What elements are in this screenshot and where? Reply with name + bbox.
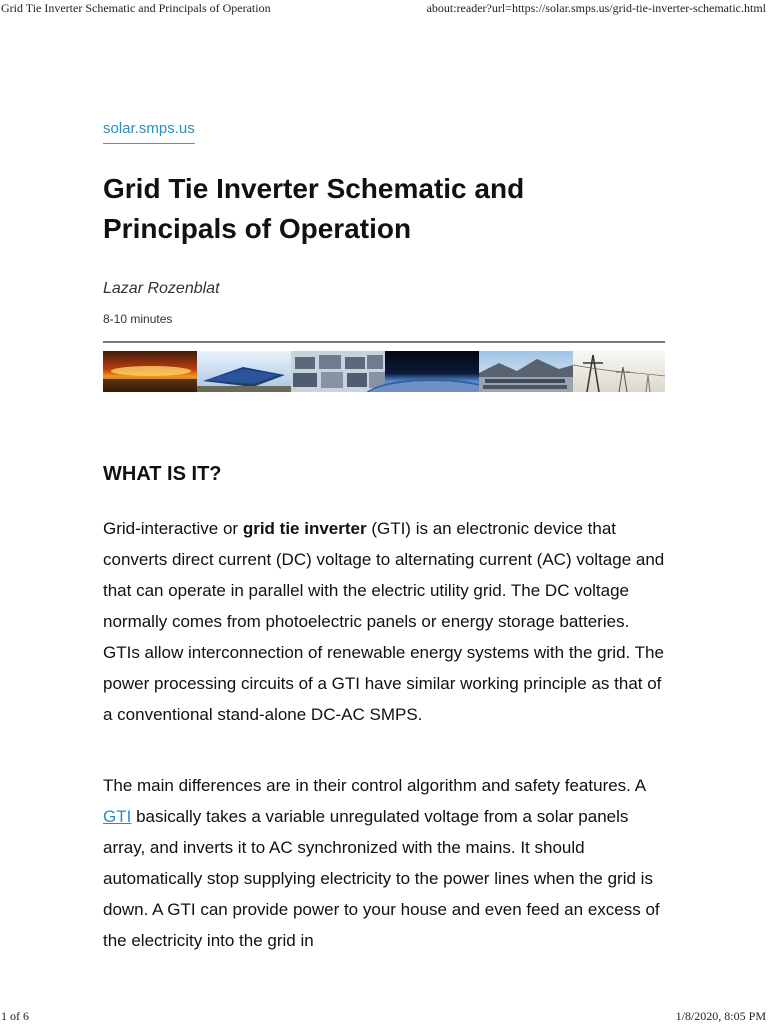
- paragraph-1-text-start: Grid-interactive or: [103, 519, 243, 538]
- power-lines-image: [573, 351, 665, 392]
- paragraph-2-text-end: basically takes a variable unregulated voltage from a solar panels array, and inverts it to AC synchronized with the mains. It should automatically stop supplying electricity to the power lines when the grid is down. A GTI can provide power to your house and even feed an excess of the electricity into the grid in: [103, 807, 660, 950]
- print-page-url: about:reader?url=https://solar.smps.us/grid-tie-inverter-schematic.html: [426, 1, 766, 15]
- section-heading: WHAT IS IT?: [103, 463, 222, 485]
- solar-farm-image: [291, 351, 385, 392]
- mountain-solar-array-image: [479, 351, 573, 392]
- print-footer: [0, 1007, 768, 1024]
- paragraph-2-text-start: The main differences are in their control algorithm and safety features. A: [103, 776, 646, 795]
- print-header: [0, 0, 768, 18]
- paragraph-2: [103, 770, 665, 956]
- article-author: Lazar Rozenblat: [103, 280, 220, 297]
- header-divider: [103, 341, 665, 343]
- banner-image: [103, 351, 665, 392]
- sunset-image: [103, 351, 197, 392]
- print-datetime: 1/8/2020, 8:05 PM: [675, 1009, 766, 1023]
- solar-panels-image: [197, 351, 291, 392]
- paragraph-1-bold-term: grid tie inverter: [242, 519, 367, 538]
- gti-link[interactable]: GTI: [103, 807, 132, 826]
- paragraph-1: [103, 513, 665, 730]
- print-page-title: Grid Tie Inverter Schematic and Principals of Operation: [1, 1, 271, 15]
- reading-time: 8-10 minutes: [103, 312, 173, 326]
- paragraph-1-text-end: (GTI) is an electronic device that converts direct current (DC) voltage to alternating current (AC) voltage and that can operate in parallel with the electric utility grid. The DC voltage normally comes from photoelectric panels or energy storage batteries. GTIs allow interconnection of renewable energy systems with the grid. The power processing circuits of a GTI have similar working principle as that of a conventional stand-alone DC-AC SMPS.: [103, 519, 665, 724]
- site-link[interactable]: solar.smps.us: [103, 120, 195, 144]
- article-title: Grid Tie Inverter Schematic and Principals of Operation: [103, 173, 525, 244]
- page-number: 1 of 6: [1, 1009, 29, 1023]
